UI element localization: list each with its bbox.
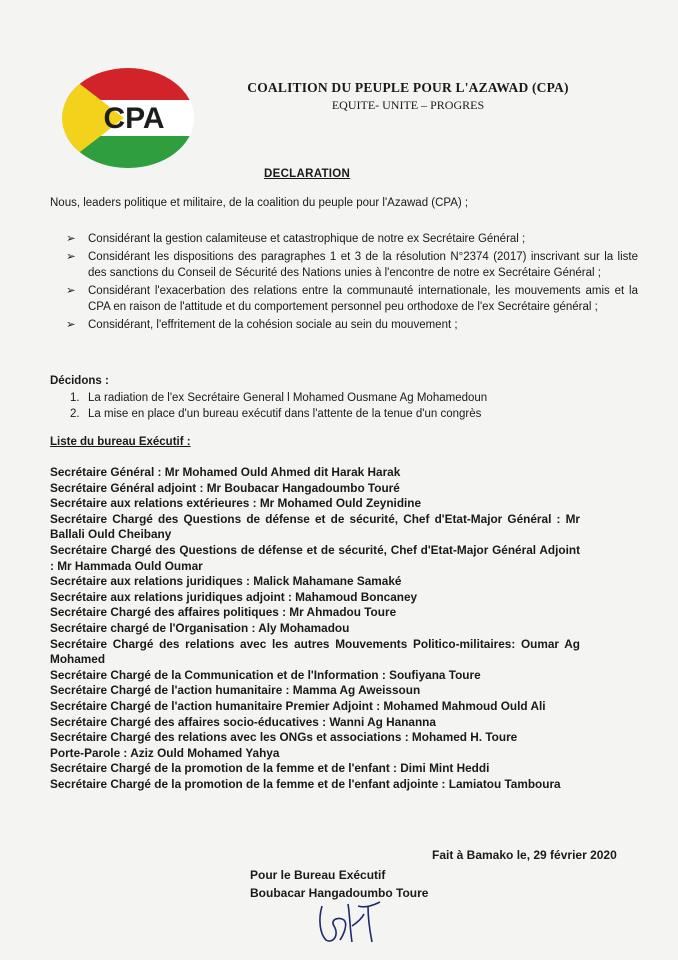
place-date: Fait à Bamako le, 29 février 2020 — [432, 848, 617, 862]
arrow-bullet-icon: ➢ — [66, 319, 76, 331]
decision-number: 2. — [70, 408, 80, 420]
member-entry: Secrétaire chargé de l'Organisation : Aly Mohamadou — [50, 620, 350, 635]
arrow-bullet-icon: ➢ — [66, 251, 76, 263]
decision-text: La mise en place d'un bureau exécutif dans l'attente de la tenue d'un congrès — [88, 408, 482, 420]
member-entry: Porte-Parole : Aziz Ould Mohamed Yahya — [50, 745, 280, 760]
member-entry: Secrétaire Chargé de la Communication et de l'Information : Soufiyana Toure — [50, 667, 481, 682]
member-entry: Secrétaire aux relations juridiques adjoint : Mahamoud Boncaney — [50, 589, 418, 604]
member-entry: Secrétaire Chargé des relations avec les ONGs et associations : Mohamed H. Toure — [50, 730, 518, 745]
considerant-item — [66, 317, 638, 333]
bureau-members-list — [50, 465, 580, 792]
considerants-list — [66, 231, 638, 335]
signature-line-1: Pour le Bureau Exécutif — [250, 868, 386, 882]
considerant-text: Considérant la gestion calamiteuse et catastrophique de notre ex Secrétaire Général ; — [88, 233, 526, 245]
considerant-item — [66, 249, 638, 281]
org-name: COALITION DU PEUPLE POUR L'AZAWAD (CPA) — [247, 80, 569, 95]
considerant-item — [66, 283, 638, 315]
member-entry: Secrétaire Chargé de l'action humanitaire : Mamma Ag Aweissoun — [50, 683, 421, 698]
handwritten-signature — [314, 896, 384, 946]
considerant-text: Considérant les dispositions des paragraphes 1 et 3 de la résolution N°2374 (2017) inscrivant sur la liste des sanctions du Conseil de Sécurité des Nations unies à l'encontre de notre ex Secrétaire Général ; — [88, 251, 638, 279]
decisions-list — [70, 390, 630, 422]
logo-text: CPA — [103, 102, 165, 135]
member-entry: Secrétaire Chargé des Questions de défense et de sécurité, Chef d'Etat-Major Général Adjoint : Mr Hammada Ould Oumar — [50, 542, 580, 573]
decision-text: La radiation de l'ex Secrétaire General l Mohamed Ousmane Ag Mohamedoun — [88, 392, 488, 404]
member-entry: Secrétaire Chargé de l'action humanitaire Premier Adjoint : Mohamed Mahmoud Ould Ali — [50, 698, 546, 713]
decision-number: 1. — [70, 392, 80, 404]
member-entry: Secrétaire Général : Mr Mohamed Ould Ahmed dit Harak Harak — [50, 465, 401, 479]
member-entry: Secrétaire Chargé des affaires politiques : Mr Ahmadou Toure — [50, 605, 397, 620]
considerant-text: Considérant, l'effritement de la cohésion sociale au sein du mouvement ; — [88, 319, 458, 331]
member-entry: Secrétaire Chargé des relations avec les autres Mouvements Politico-militaires: Oumar Ag Mohamed — [50, 636, 580, 667]
org-header — [238, 80, 578, 113]
member-entry: Secrétaire Général adjoint : Mr Boubacar Hangadoumbo Touré — [50, 480, 400, 495]
bureau-list-title: Liste du bureau Exécutif : — [50, 436, 191, 448]
decisions-label: Décidons : — [50, 375, 109, 387]
member-entry: Secrétaire Chargé de la promotion de la femme et de l'enfant adjointe : Lamiatou Tamboura — [50, 776, 561, 791]
member-entry: Secrétaire Chargé des Questions de défense et de sécurité, Chef d'Etat-Major Général : Mr Ballali Ould Cheibany — [50, 511, 580, 542]
org-motto: EQUITE- UNITE – PROGRES — [331, 98, 485, 112]
cpa-logo — [54, 64, 202, 172]
signatory-name: Boubacar Hangadoumbo Toure — [250, 886, 429, 900]
intro-paragraph: Nous, leaders politique et militaire, de la coalition du peuple pour l'Azawad (CPA) ; — [50, 197, 469, 209]
arrow-bullet-icon: ➢ — [66, 233, 76, 245]
considerant-text: Considérant l'exacerbation des relations entre la communauté internationale, les mouvements amis et la CPA en raison de l'attitude et du comportement personnel peu orthodoxe de l'ex Secrétaire général ; — [88, 285, 638, 313]
document-title: DECLARATION — [264, 168, 351, 180]
member-entry: Secrétaire Chargé des affaires socio-éducatives : Wanni Ag Hananna — [50, 714, 436, 729]
decision-item — [70, 390, 630, 406]
member-entry: Secrétaire aux relations juridiques : Malick Mahamane Samaké — [50, 574, 402, 589]
decision-item — [70, 406, 630, 422]
member-entry: Secrétaire Chargé de la promotion de la femme et de l'enfant : Dimi Mint Heddi — [50, 761, 490, 776]
member-entry: Secrétaire aux relations extérieures : Mr Mohamed Ould Zeynidine — [50, 496, 422, 511]
considerant-item — [66, 231, 638, 247]
arrow-bullet-icon: ➢ — [66, 285, 76, 297]
